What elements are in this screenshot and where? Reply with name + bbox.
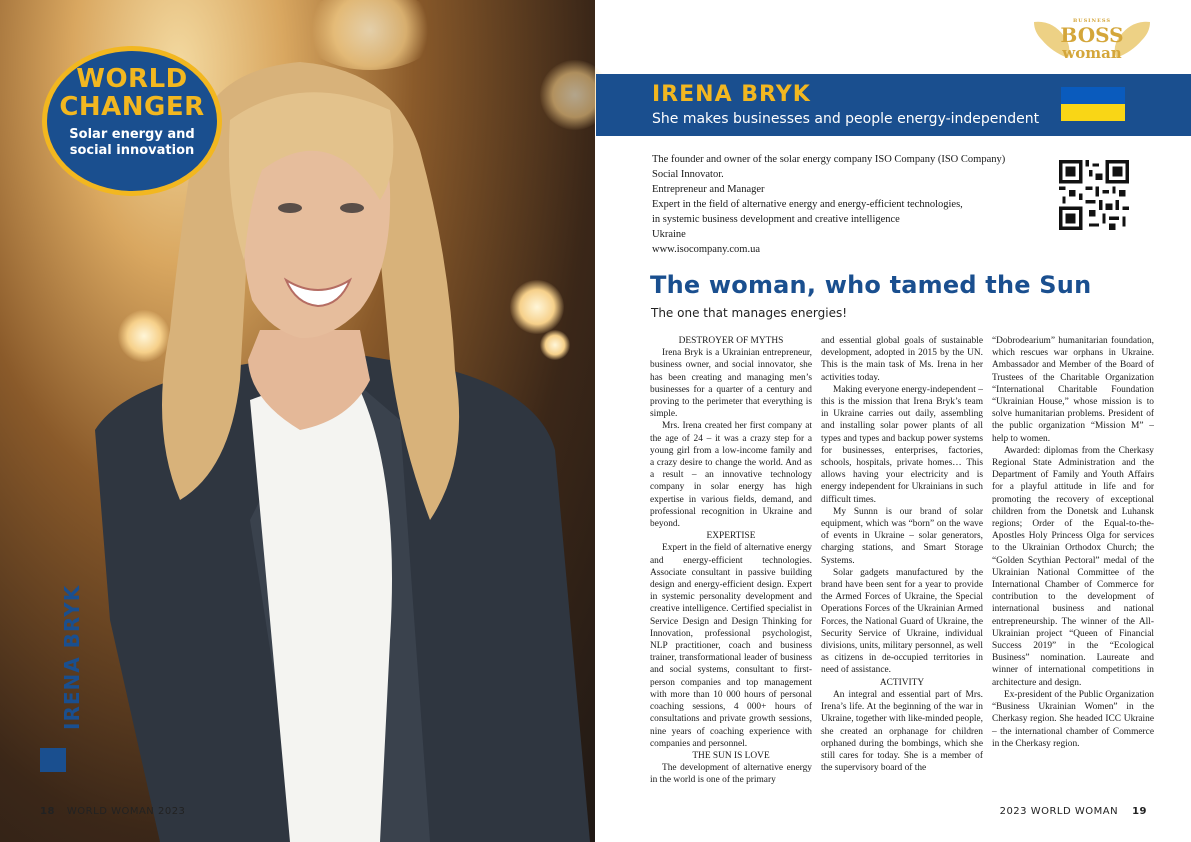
website-link[interactable]: www.isocompany.com.ua bbox=[652, 244, 760, 255]
info-line: Entrepreneur and Manager bbox=[652, 184, 765, 195]
info-line: Expert in the field of alternative energy and energy-efficient technologies, bbox=[652, 199, 963, 210]
paragraph: An integral and essential part of Mrs. Irena’s life. At the beginning of the war in Ukraine, together with like-minded people, she created an orphanage for children orphaned during the bombings, which she still cares for today. She is a member of the supervisory board of the bbox=[821, 689, 983, 774]
flag-yellow-stripe bbox=[1061, 104, 1125, 121]
article-title: The woman, who tamed the Sun bbox=[650, 271, 1092, 299]
logo-woman: woman bbox=[1062, 44, 1122, 62]
magazine-label-right: 2023 WORLD WOMAN bbox=[999, 806, 1119, 817]
world-changer-badge bbox=[42, 46, 222, 196]
vertical-name bbox=[32, 584, 84, 730]
article-column-3 bbox=[992, 335, 1154, 775]
logo-small-text: BUSINESS bbox=[1072, 18, 1112, 24]
article-column-1 bbox=[650, 335, 812, 786]
badge-line-1: WORLD bbox=[76, 64, 188, 94]
paragraph: Solar gadgets manufactured by the brand have been sent for a year to provide the Armed Forces of Ukraine, the Special Operations Forces of the Ukrainian Armed Forces, the National Guard of Ukraine, the Security Service of Ukraine, individual divisions, units, military personnel, as well as citizens in de-occupied territories in need of assistance. bbox=[821, 567, 983, 676]
info-line: in systemic business development and creative intelligence bbox=[652, 214, 900, 225]
page-number-right: 19 bbox=[1132, 806, 1147, 817]
paragraph: “Dobrodearium” humanitarian foundation, which rescues war orphans in Ukraine. Ambassador and Member of the Board of Trustees of the Charitable Organization “International Charitable Foundation “Ukrainian House,” whose mission is to solve humanitarian problems. President of the public organization “Mission M” – help to women. bbox=[992, 336, 1154, 444]
profile-tagline: She makes businesses and people energy-independent bbox=[652, 111, 1040, 127]
paragraph: Irena Bryk is a Ukrainian entrepreneur, business owner, and social innovator, she has been creating and managing men’s businesses for a quarter of a century and proving to the perimeter that everything is simple. bbox=[650, 348, 812, 420]
paragraph: The development of alternative energy in the world is one of the primary bbox=[650, 763, 812, 786]
footer-left bbox=[40, 806, 185, 817]
section-heading: ACTIVITY bbox=[879, 677, 925, 688]
footer-right bbox=[1000, 806, 1147, 817]
badge-subtitle-2: social innovation bbox=[69, 143, 195, 158]
paragraph: Ex-president of the Public Organization “Business Ukrainian Women” in the Cherkasy region. She headed ICC Ukraine – the international chamber of Commerce in the Cherkasy region. bbox=[992, 689, 1154, 749]
badge-subtitle-1: Solar energy and bbox=[69, 127, 195, 142]
article-subtitle: The one that manages energies! bbox=[651, 306, 848, 320]
info-line: Ukraine bbox=[652, 229, 686, 240]
section-heading: THE SUN IS LOVE bbox=[692, 750, 770, 761]
flag-blue-stripe bbox=[1061, 87, 1125, 104]
info-line: Social Innovator. bbox=[652, 169, 724, 180]
paragraph: Expert in the field of alternative energy and energy-efficient technologies. Associate consultant in passive building design and energy-efficient design. Expert in systemic personality development and creative intelligence. Certified specialist in Service Design and Design Thinking for Innovation, professional psychologist, NLP practitioner, coach and business trainer, transformational leader of business and social systems, consultant to first-person companies and top management with more than 10 000 hours of personal coaching sessions, 4 000+ hours of consultations and private growth sessions, nine years of coaching experience with companies and personnel. bbox=[650, 543, 812, 749]
section-heading: DESTROYER OF MYTHS bbox=[678, 336, 784, 346]
vertical-name-text: IRENA BRYK bbox=[60, 584, 84, 730]
profile-info-list bbox=[652, 152, 1022, 257]
magazine-label-left: WORLD WOMAN 2023 bbox=[66, 806, 186, 817]
paragraph: My Sunnn is our brand of solar equipment, which was “born” on the wave of events in Ukraine – solar generators, charging stations, and Smart Storage Systems. bbox=[821, 506, 983, 566]
paragraph: and essential global goals of sustainable development, adopted in 2015 by the UN. This is the main task of Ms. Irena in her activities today. bbox=[821, 336, 983, 383]
section-heading: EXPERTISE bbox=[706, 531, 756, 542]
page-number-left: 18 bbox=[40, 806, 55, 817]
paragraph: Awarded: diplomas from the Cherkasy Regional State Administration and the Department of Family and Youth Affairs for a playful attitude in life and for promoting the recovery of exceptional children from the Donetsk and Luhansk regions; Order of the Equal-to-the-Apostles Holy Princess Olga for services to the Ukrainian Orthodox Church; the “Golden Scythian Pectoral” medal of the Ukrainian National Committee of the International Chamber of Commerce for contribution to the development of international business and national entrepreneurship. The winner of the All-Ukrainian project “Queen of Financial Success 2019” in the “Ecological Business” nomination. Laureate and winner of international competitions in architecture and design. bbox=[992, 445, 1154, 688]
info-line: The founder and owner of the solar energy company ISO Company (ISO Company) bbox=[652, 154, 1006, 165]
boss-woman-logo bbox=[1028, 12, 1156, 68]
ukraine-flag-icon bbox=[1061, 87, 1125, 121]
paragraph: Mrs. Irena created her first company at the age of 24 – it was a crazy step for a young girl from a low-income family and a crazy desire to change the world. And as a result – an innovative technology company in solar energy has high expertise in various fields, demand, and professional recognition in Ukraine and beyond. bbox=[650, 421, 812, 530]
blue-square-accent bbox=[40, 748, 66, 772]
qr-code-icon[interactable] bbox=[1059, 160, 1129, 230]
profile-name: IRENA BRYK bbox=[652, 82, 811, 107]
paragraph: Making everyone energy-independent – this is the mission that Irena Bryk’s team in Ukraine carries out daily, assembling and installing solar power plants of all types and types and backup power systems for businesses, enterprises, factories, schools, hospitals, private homes… This allows having your electricity and is energy independent for Ukrainians in such difficult times. bbox=[821, 384, 983, 505]
left-page-photo-spread bbox=[0, 0, 595, 842]
badge-line-2: CHANGER bbox=[59, 92, 205, 122]
logo-boss: BOSS bbox=[1060, 23, 1124, 47]
article-column-2 bbox=[821, 335, 983, 775]
